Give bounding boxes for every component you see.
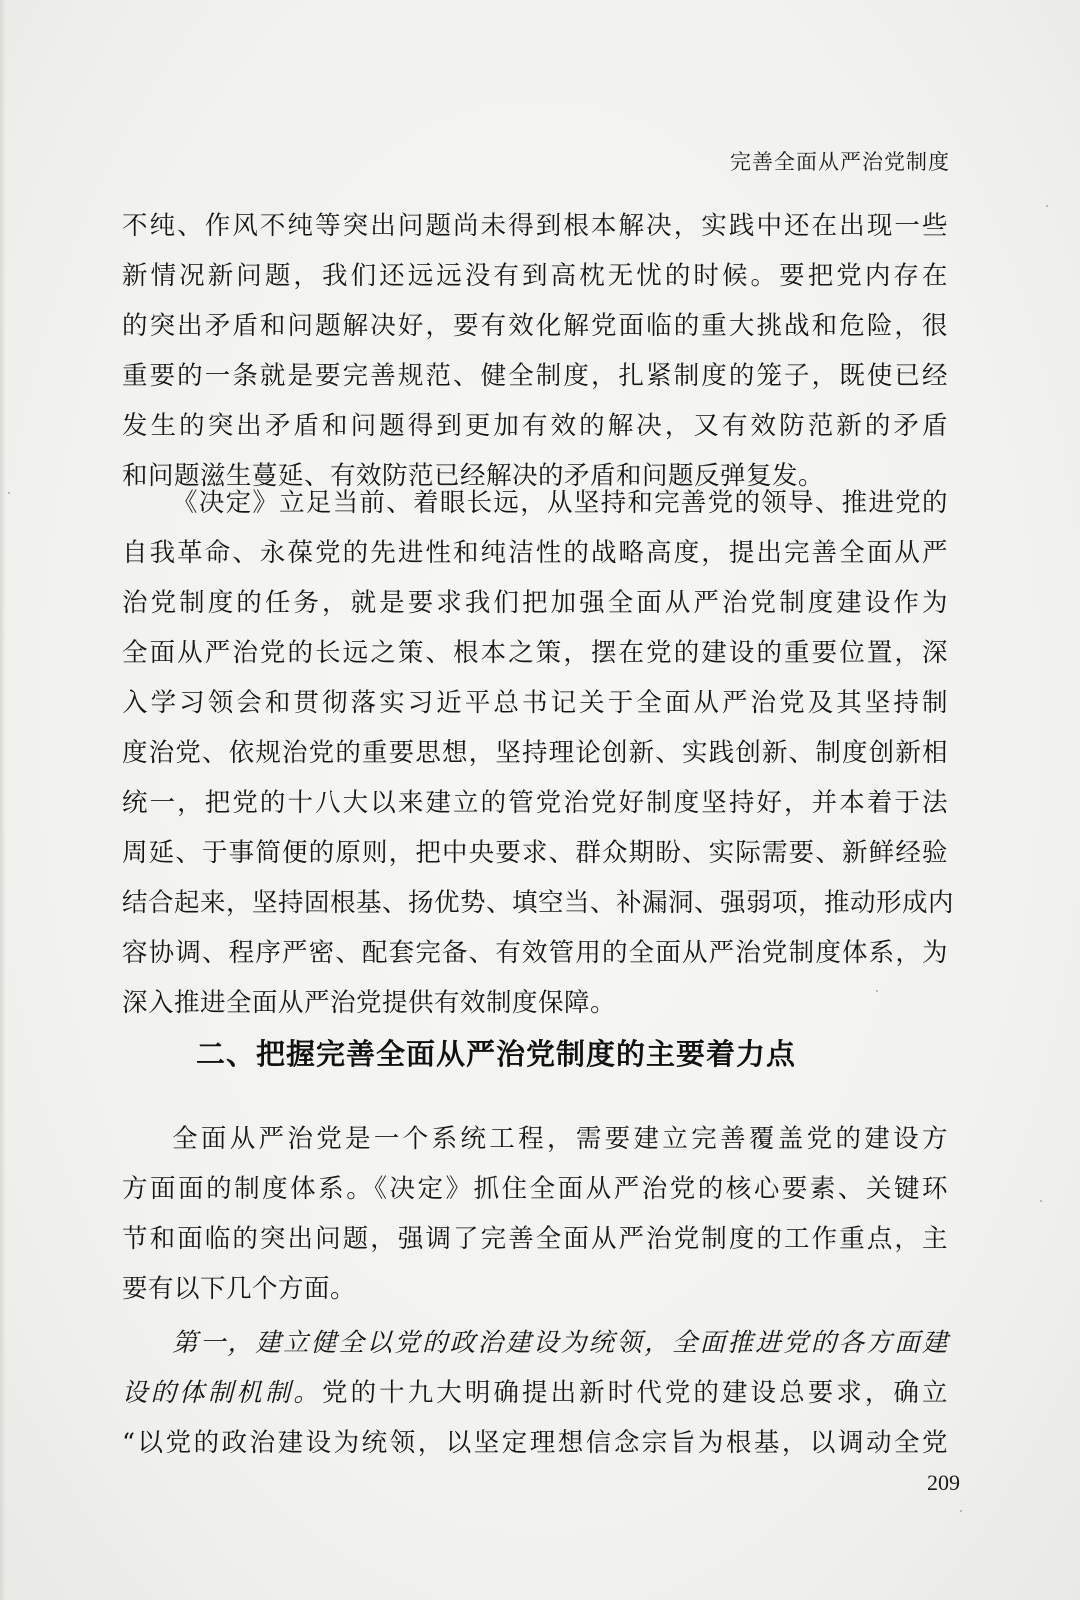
- text-line: 周延、于事简便的原则，把中央要求、群众期盼、实际需要、新鲜经验: [122, 838, 948, 868]
- text-line: 度治党、依规治党的重要思想，坚持理论创新、实践创新、制度创新相: [122, 738, 948, 768]
- section-heading: 二、把握完善全面从严治党制度的主要着力点: [196, 1037, 797, 1071]
- text-line: 方面面的制度体系。《决定》抓住全面从严治党的核心要素、关键环: [122, 1174, 948, 1204]
- text-line: 不纯、作风不纯等突出问题尚未得到根本解决，实践中还在出现一些: [122, 211, 948, 241]
- text-line: “以党的政治建设为统领，以坚定理想信念宗旨为根基，以调动全党: [122, 1428, 948, 1458]
- paragraph-decision: [122, 478, 955, 1028]
- text-line: 统一，把党的十八大以来建立的管党治党好制度坚持好，并本着于法: [122, 788, 948, 818]
- running-head: 完善全面从严治党制度: [730, 150, 950, 174]
- text-line: 自我革命、永葆党的先进性和纯洁性的战略高度，提出完善全面从严: [122, 538, 948, 568]
- text-line: 的突出矛盾和问题解决好，要有效化解党面临的重大挑战和危险，很: [122, 311, 948, 341]
- text-line: 发生的突出矛盾和问题得到更加有效的解决，又有效防范新的矛盾: [122, 411, 948, 441]
- text-line: 《决定》立足当前、着眼长远，从坚持和完善党的领导、推进党的: [172, 488, 948, 518]
- text-line: [122, 1368, 948, 1418]
- text-line: 全面从严治党是一个系统工程，需要建立完善覆盖党的建设方: [172, 1124, 948, 1154]
- text-line: 要有以下几个方面。: [122, 1274, 357, 1304]
- text-line: 重要的一条就是要完善规范、健全制度，扎紧制度的笼子，既使已经: [122, 361, 948, 391]
- scan-speck: [960, 1510, 962, 1512]
- paragraph-system: [122, 1114, 948, 1314]
- text-line: 容协调、程序严密、配套完备、有效管用的全面从严治党制度体系，为: [122, 938, 948, 968]
- scan-speck: [1046, 205, 1048, 207]
- scan-speck: [1040, 1200, 1042, 1202]
- text-line: 深入推进全面从严治党提供有效制度保障。: [122, 988, 617, 1018]
- text-line: 入学习领会和贯彻落实习近平总书记关于全面从严治党及其坚持制: [122, 688, 948, 718]
- text-line: 治党制度的任务，就是要求我们把加强全面从严治党制度建设作为: [122, 588, 948, 618]
- text-line: 结合起来，坚持固根基、扬优势、填空当、补漏洞、强弱项，推动形成内: [122, 888, 955, 918]
- text-line: 全面从严治党的长远之策、根本之策，摆在党的建设的重要位置，深: [122, 638, 948, 668]
- scan-speck: [8, 492, 10, 494]
- scan-speck: [876, 990, 878, 992]
- text-line: 新情况新问题，我们还远远没有到高枕无忧的时候。要把党内存在: [122, 261, 948, 291]
- scan-edge: [0, 0, 6, 1600]
- point-body: 党的十九大明确提出新时代党的建设总要求，确立: [322, 1378, 948, 1408]
- paragraph-continuation: [122, 201, 948, 501]
- point-lead-line: 第一，建立健全以党的政治建设为统领，全面推进党的各方面建: [172, 1328, 948, 1358]
- paragraph-first-point: [122, 1318, 948, 1468]
- page-number: 209: [927, 1470, 960, 1495]
- text-line: 节和面临的突出问题，强调了完善全面从严治党制度的工作重点，主: [122, 1224, 948, 1254]
- text-line: 和问题滋生蔓延、有效防范已经解决的矛盾和问题反弹复发。: [122, 461, 825, 491]
- point-lead-continuation: 设的体制机制。: [122, 1378, 322, 1408]
